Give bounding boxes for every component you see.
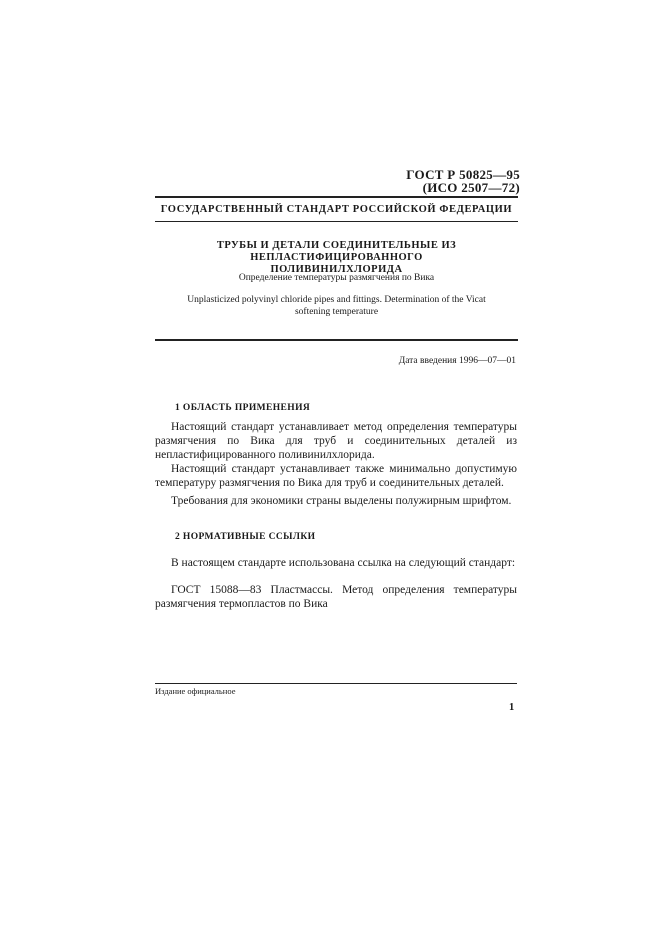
paragraph-scope-1: Настоящий стандарт устанавливает метод определения температуры размягчения по Вика для труб и соединительных деталей из непластифицированного поливинилхлорида. [155,421,517,461]
paragraph-scope-3: Требования для экономики страны выделены полужирным шрифтом. [171,495,512,507]
iso-number: (ИСО 2507—72) [422,180,520,195]
state-standard-title: ГОСУДАРСТВЕННЫЙ СТАНДАРТ РОССИЙСКОЙ ФЕДЕРАЦИИ [160,204,513,215]
english-title-line-2: softening temperature [294,307,379,317]
document-title-line-1: ТРУБЫ И ДЕТАЛИ СОЕДИНИТЕЛЬНЫЕ ИЗ НЕПЛАСТИФИЦИРОВАННОГО [216,240,457,263]
page-number: 1 [509,702,515,713]
document-title [150,240,523,276]
document-title-line-2: ПОЛИВИНИЛХЛОРИДА [270,264,403,275]
english-title [150,294,523,318]
section-heading-references: 2 НОРМАТИВНЫЕ ССЫЛКИ [175,532,316,542]
paragraph-references-1: В настоящем стандарте использована ссылка на следующий стандарт: [171,557,516,569]
gost-number: ГОСТ Р 50825—95 [406,167,520,182]
state-title-divider [155,221,518,222]
top-divider [155,196,518,198]
english-title-line-1: Unplasticized polyvinyl chloride pipes and fittings. Determination of the Vicat [187,295,486,305]
edition-note: Издание официальное [155,686,236,696]
section-heading-scope: 1 ОБЛАСТЬ ПРИМЕНЕНИЯ [175,403,311,413]
paragraph-scope-2: Настоящий стандарт устанавливает также минимально допустимую температуру размягчения по Вика для труб и соединительных деталей. [155,463,517,489]
title-divider [155,339,518,341]
footnote-divider [155,683,517,684]
document-subtitle: Определение температуры размягчения по Вика [238,273,435,283]
introduction-date: Дата введения 1996—07—01 [398,356,516,366]
document-code-block [406,168,520,194]
paragraph-references-2: ГОСТ 15088—83 Пластмассы. Метод определения температуры размягчения термопластов по Вика [155,584,517,610]
